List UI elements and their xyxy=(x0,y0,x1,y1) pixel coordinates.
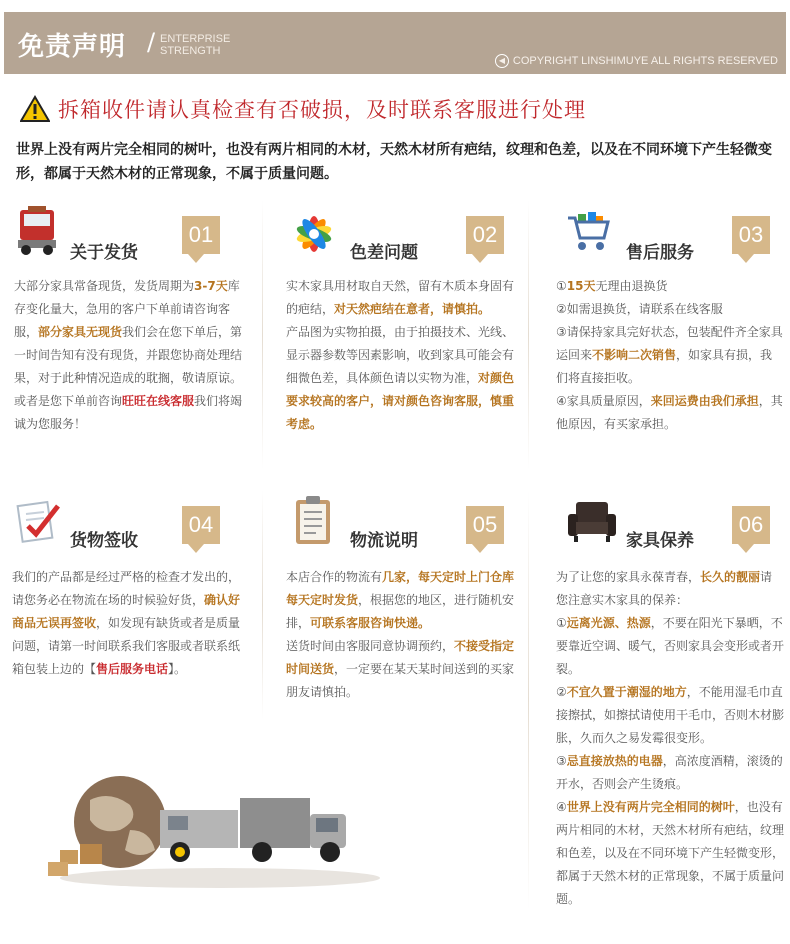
warning-text: 拆箱收件请认真检查有否破损，及时联系客服进行处理 xyxy=(58,98,586,122)
card-number-badge: 01 xyxy=(182,216,220,254)
card-paragraph xyxy=(556,298,784,321)
body-text: 请您注意实木家具的保养： xyxy=(556,570,773,607)
truck-icon xyxy=(14,206,60,256)
body-text: ，一定要在某天某时间送到的买家朋友请慎拍。 xyxy=(286,662,515,699)
body-text: ① xyxy=(556,279,567,293)
clipboard-icon xyxy=(293,494,333,546)
card-title-after-sales: 售后服务 xyxy=(626,243,694,263)
body-text: ④ xyxy=(556,800,567,814)
card-body-receipt xyxy=(12,566,250,681)
warning-line xyxy=(20,94,586,124)
highlight-text: 旺旺在线客服 xyxy=(122,394,195,408)
highlight-text: 3-7天 xyxy=(194,279,228,293)
divider xyxy=(262,490,263,720)
body-text: 为了让您的家具永葆青春， xyxy=(556,570,701,584)
body-text: ，也没有两片相同的木材，天然木材所有疤结，纹理和色差，以及在不同环境下产生轻微变形，都属于天然木材的正常现象，不属于质量问题。 xyxy=(556,800,785,906)
body-text: ，如家具有损，我们将直接拒收。 xyxy=(556,348,773,385)
body-text: ① xyxy=(556,616,567,630)
body-text: 】。 xyxy=(168,662,187,676)
card-number-badge: 05 xyxy=(466,506,504,544)
body-text: ②如需退换货，请联系在线客服 xyxy=(556,302,723,316)
body-text: 我们的产品都是经过严格的检查才发出的，请您务必在物流在场的时候验好货， xyxy=(12,570,241,607)
card-paragraph xyxy=(286,321,518,436)
card-paragraph xyxy=(286,566,520,635)
body-text: 产品图为实物拍摄，由于拍摄技术、光线、显示器参数等因素影响，收到家具可能会有细微色差，具体颜色请以实物为准， xyxy=(286,325,515,385)
divider xyxy=(262,200,263,470)
body-text: ，不能用湿毛巾直接擦拭，如擦拭请使用干毛巾，否则木材膨胀，久而久之易发霉很变形。 xyxy=(556,685,785,745)
card-paragraph xyxy=(556,681,784,750)
card-paragraph xyxy=(556,612,784,681)
warning-icon xyxy=(20,95,50,123)
highlight-text: 不影响二次销售 xyxy=(592,348,677,362)
body-text: ，不要在阳光下暴晒，不要靠近空调、暖气，否则家具会变形或者开裂。 xyxy=(556,616,785,676)
highlight-text: 确认好商品无误再签收 xyxy=(12,593,241,630)
highlight-text: 世界上没有两片完全相同的树叶 xyxy=(566,800,735,814)
card-paragraph xyxy=(556,390,784,436)
title-en xyxy=(160,33,230,57)
body-text: ③请保持家具完好状态，包装配件齐全家具运回来 xyxy=(556,325,783,362)
title-slash: / xyxy=(147,28,156,56)
armchair-icon xyxy=(566,500,618,544)
divider xyxy=(528,200,529,470)
highlight-text: 长久的靓丽 xyxy=(700,570,761,584)
card-body-color-difference xyxy=(286,275,518,436)
title-en-line2: STRENGTH xyxy=(160,45,221,57)
card-title-receipt: 货物签收 xyxy=(70,531,138,551)
highlight-text: 几家，每天定时上门仓库每天定时发货 xyxy=(286,570,515,607)
title-en-line1: ENTERPRISE xyxy=(160,33,231,45)
highlight-text: 售后服务电话 xyxy=(96,662,169,676)
card-paragraph xyxy=(14,275,246,436)
highlight-text: 不宜久置于潮湿的地方 xyxy=(566,685,687,699)
body-text: ③ xyxy=(556,754,567,768)
body-text: 送货时间由客服同意协调预约， xyxy=(286,639,455,653)
card-title-shipping: 关于发货 xyxy=(70,243,138,263)
divider xyxy=(528,490,529,910)
copyright xyxy=(495,54,778,68)
intro-text: 世界上没有两片完全相同的树叶，也没有两片相同的木材，天然木材所有疤结，纹理和色差，以及在不同环境下产生轻微变形，都属于天然木材的正常现象，不属于质量问题。 xyxy=(16,142,772,182)
globe-truck-illustration xyxy=(40,770,380,890)
page-title: 免责声明 xyxy=(18,32,127,62)
highlight-text: 15天 xyxy=(566,279,596,293)
card-paragraph xyxy=(286,635,520,704)
sign-check-icon xyxy=(14,498,64,544)
highlight-text: 部分家具无现货 xyxy=(38,325,123,339)
card-body-maintenance xyxy=(556,566,784,911)
body-text: ，如发现有缺货或者是质量问题，请第一时间联系我们客服或者联系纸箱包装上边的【 xyxy=(12,616,241,676)
color-wheel-icon xyxy=(290,210,338,254)
card-title-maintenance: 家具保养 xyxy=(626,531,694,551)
card-number-badge: 04 xyxy=(182,506,220,544)
card-title-logistics: 物流说明 xyxy=(350,531,418,551)
body-text: ② xyxy=(556,685,567,699)
card-body-logistics xyxy=(286,566,520,704)
card-paragraph xyxy=(556,321,784,390)
card-paragraph xyxy=(556,566,784,612)
header-banner xyxy=(4,12,786,74)
body-text: 大部分家具常备现货，发货周期为 xyxy=(14,279,195,293)
body-text: ，根据您的地区，进行随机安排， xyxy=(286,593,515,630)
card-paragraph xyxy=(556,750,784,796)
card-body-shipping xyxy=(14,275,246,436)
card-number-badge: 02 xyxy=(466,216,504,254)
body-text: 无理由退换货 xyxy=(595,279,668,293)
body-text: ④家具质量原因， xyxy=(556,394,651,408)
card-body-after-sales xyxy=(556,275,784,436)
highlight-text: 对天然疤结在意者，请慎拍。 xyxy=(334,302,491,316)
body-text: 库存变化量大，急用的客户下单前请咨询客服， xyxy=(14,279,240,339)
shopping-cart-icon xyxy=(566,210,612,254)
body-text: ，其他原因，有买家承担。 xyxy=(556,394,783,431)
body-text: ，高浓度酒精，滚烫的开水，否则会产生烫痕。 xyxy=(556,754,783,791)
highlight-text: 来回运费由我们承担 xyxy=(650,394,759,408)
highlight-text: 对颜色要求较高的客户，请对颜色咨询客服，慎重考虑。 xyxy=(286,371,515,431)
copyright-text: COPYRIGHT LINSHIMUYE ALL RIGHTS RESERVED xyxy=(512,55,778,67)
card-title-color-difference: 色差问题 xyxy=(350,243,418,263)
body-text: 实木家具用材取自天然，留有木质本身固有的疤结， xyxy=(286,279,515,316)
card-number-badge: 06 xyxy=(732,506,770,544)
body-text: 我们会在您下单后，第一时间告知有没有现货，并跟您协商处理结果，对于此种情况造成的耽搁，敬请原谅。或者是您下单前咨询 xyxy=(14,325,243,408)
card-paragraph xyxy=(556,275,784,298)
card-paragraph xyxy=(286,275,518,321)
card-paragraph xyxy=(556,796,784,911)
card-paragraph xyxy=(12,566,250,681)
body-text: 本店合作的物流有 xyxy=(286,570,383,584)
back-arrow-icon: ◀ xyxy=(495,54,509,68)
highlight-text: 忌直接放热的电器 xyxy=(566,754,663,768)
highlight-text: 不接受指定时间送货 xyxy=(286,639,515,676)
highlight-text: 远离光源、热源 xyxy=(566,616,651,630)
highlight-text: 可联系客服咨询快递。 xyxy=(310,616,431,630)
body-text: 我们将竭诚为您服务！ xyxy=(14,394,243,431)
card-number-badge: 03 xyxy=(732,216,770,254)
